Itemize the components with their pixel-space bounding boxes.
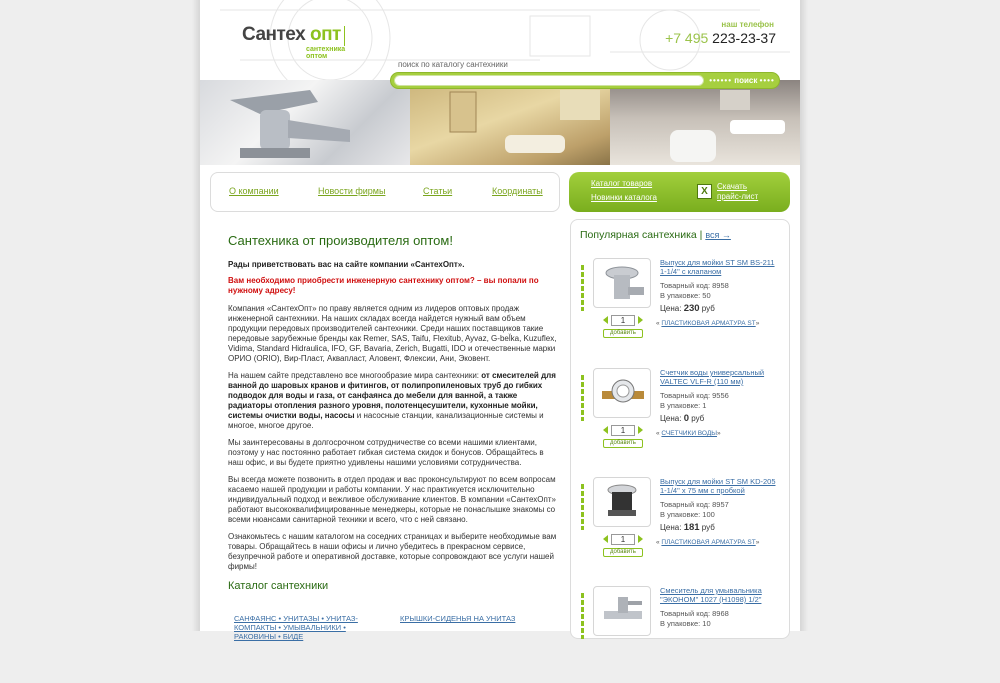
- add-to-cart-button[interactable]: добавить: [603, 548, 643, 557]
- product-name[interactable]: Выпуск для мойки ST SM BS-211 1-1/4" с клапаном: [660, 258, 775, 276]
- logo-text: Сантех опт: [242, 24, 341, 45]
- product-category: « СЧЕТЧИКИ ВОДЫ»: [656, 430, 721, 437]
- product-marker: [581, 375, 584, 421]
- nav-news[interactable]: Новости фирмы: [318, 186, 386, 196]
- add-to-cart-button[interactable]: добавить: [603, 439, 643, 448]
- logo-tagline: сантехника оптом: [306, 46, 346, 60]
- main-nav: [210, 172, 560, 212]
- catalog-links: [228, 614, 560, 654]
- banner: [200, 80, 800, 165]
- product-card: [581, 365, 786, 465]
- catalog-link-covers[interactable]: КРЫШКИ-СИДЕНЬЯ НА УНИТАЗ: [400, 614, 516, 623]
- product-code: Товарный код: 8957: [660, 500, 729, 509]
- product-category-link[interactable]: ПЛАСТИКОВАЯ АРМАТУРА ST: [661, 539, 756, 546]
- search-input[interactable]: [394, 75, 704, 86]
- page-title: Сантехника от производителя оптом!: [228, 233, 453, 248]
- product-pack: В упаковке: 1: [660, 401, 707, 410]
- excel-icon[interactable]: X: [697, 184, 712, 199]
- quantity-stepper: [603, 425, 643, 436]
- alert-text: Вам необходимо приобрести инженерную сантехнику оптом? – вы попали по нужному адресу!: [228, 276, 539, 295]
- popular-sidebar: [570, 219, 790, 639]
- main-content: [228, 233, 560, 654]
- product-code: Товарный код: 8958: [660, 281, 729, 290]
- product-pack: В упаковке: 50: [660, 291, 711, 300]
- product-marker: [581, 265, 584, 311]
- banner-bathroom-image: [410, 80, 610, 165]
- quantity-input[interactable]: 1: [611, 315, 635, 326]
- product-category-link[interactable]: СЧЕТЧИКИ ВОДЫ: [661, 430, 717, 437]
- price-list-link[interactable]: Скачать прайс-лист: [717, 182, 759, 201]
- decrease-arrow-icon[interactable]: [603, 316, 608, 324]
- product-card: [581, 583, 786, 683]
- quantity-stepper: [603, 315, 643, 326]
- product-category-link[interactable]: ПЛАСТИКОВАЯ АРМАТУРА ST: [661, 320, 756, 327]
- product-code: Товарный код: 9556: [660, 391, 729, 400]
- catalog-link[interactable]: Каталог товаров: [591, 179, 653, 188]
- increase-arrow-icon[interactable]: [638, 535, 643, 543]
- quantity-input[interactable]: 1: [611, 534, 635, 545]
- increase-arrow-icon[interactable]: [638, 316, 643, 324]
- product-pack: В упаковке: 10: [660, 619, 711, 628]
- increase-arrow-icon[interactable]: [638, 426, 643, 434]
- product-image[interactable]: [593, 258, 651, 308]
- product-image[interactable]: [593, 477, 651, 527]
- sidebar-all-link[interactable]: вся →: [705, 230, 731, 240]
- product-image[interactable]: [593, 368, 651, 418]
- paragraph-2: На нашем сайте представлено все многообразие мира сантехники: от смесителей для ванной до шаровых кранов и фитингов, от полипропиленовых труб до гибких подводок для воды и газа, от санфаянса до мебели для ванной, а также радиаторы отопления разного уровня, полотенцесушители, кухонные мойки, системы очистки воды, насосы и насосные станции, канализационные системы и многое, многое другое.: [228, 371, 556, 430]
- add-to-cart-button[interactable]: добавить: [603, 329, 643, 338]
- product-marker: [581, 484, 584, 530]
- header: [200, 0, 800, 80]
- catalog-box: [569, 172, 790, 212]
- product-image[interactable]: [593, 586, 651, 636]
- welcome-text: Рады приветствовать вас на сайте компании «СантехОпт».: [228, 260, 465, 269]
- sidebar-title: Популярная сантехника | вся →: [580, 229, 731, 241]
- phone-number: +7 495 223-23-37: [665, 30, 776, 46]
- decrease-arrow-icon[interactable]: [603, 426, 608, 434]
- search-bar: [390, 72, 780, 89]
- paragraph-1: Компания «СантехОпт» по праву является одним из лидеров оптовых продаж инженерной сантехники. На наших складах всегда найдется нужный вам объем продукции передовых производителей сантехники. Среди наших поставщиков такие передовые зарубежные бренды как Remer, SAS, Taifu, Flexitub, Ayvaz, G-bel̆ka, Kuzuflex, Vidima, Standard Hidraulica, IFO, GF, Bavaria, Zerich, Bugatti, IDO и отечественные марки ОРИО (ORIO), Вир-Пласт, Аквапласт, Аловент, Флексии, Ани, Эковент.: [228, 304, 557, 363]
- product-card: [581, 255, 786, 355]
- page-shadow-left: [192, 0, 200, 631]
- nav-articles[interactable]: Статьи: [423, 186, 453, 196]
- paragraph-3: Мы заинтересованы в долгосрочном сотрудничестве со всеми нашими клиентами, поэтому у нас постоянно работает гибкая система скидок и бонусов. Обращайтесь в наш офис, и вы будете приятно удивлены нашими условиями сотрудничества.: [228, 438, 544, 467]
- catalog-title: Каталог сантехники: [228, 580, 329, 592]
- product-card: [581, 474, 786, 574]
- product-name[interactable]: Выпуск для мойки ST SM KD-205 1-1/4" х 75 мм с пробкой: [660, 477, 776, 495]
- product-price: Цена: 0 руб: [660, 413, 705, 424]
- logo-divider: [344, 26, 345, 46]
- product-name[interactable]: Счетчик воды универсальный VALTEC VLF-R (110 мм): [660, 368, 765, 386]
- product-category: « ПЛАСТИКОВАЯ АРМАТУРА ST»: [656, 320, 760, 327]
- new-products-link[interactable]: Новинки каталога: [591, 193, 657, 202]
- banner-faucet-image: [200, 80, 410, 165]
- product-price: Цена: 181 руб: [660, 522, 715, 533]
- catalog-link-sanfayans[interactable]: САНФАЯНС • УНИТАЗЫ • УНИТАЗ-КОМПАКТЫ • УМЫВАЛЬНИКИ • РАКОВИНЫ • БИДЕ: [234, 614, 358, 641]
- quantity-stepper: [603, 534, 643, 545]
- search-label: поиск по каталогу сантехники: [398, 60, 508, 69]
- product-name[interactable]: Смеситель для умывальника "ЭКОНОМ" 1027 (H1098) 1/2": [660, 586, 762, 604]
- page-shadow-right: [800, 0, 808, 631]
- banner-toilet-image: [610, 80, 800, 165]
- site-logo[interactable]: [242, 24, 346, 60]
- product-category: « ПЛАСТИКОВАЯ АРМАТУРА ST»: [656, 539, 760, 546]
- product-code: Товарный код: 8968: [660, 609, 729, 618]
- paragraph-4: Вы всегда можете позвонить в отдел продаж и вас проконсультируют по всем вопросам касаемо нашей продукции и работы компании. У нас практикуется исключительно индивидуальный подход и вежливое обслуживание клиентов. В компании «СантехОпт» работают высококвалифицированные менеджеры, которые не понаслышке знакомы со всеми нюансами санитарной техники и всего, что с ней связано.: [228, 475, 556, 524]
- product-marker: [581, 593, 584, 639]
- product-pack: В упаковке: 100: [660, 510, 715, 519]
- quantity-input[interactable]: 1: [611, 425, 635, 436]
- phone-label: наш телефон: [721, 20, 774, 29]
- product-price: Цена: 230 руб: [660, 303, 715, 314]
- decrease-arrow-icon[interactable]: [603, 535, 608, 543]
- search-button[interactable]: •••••• поиск ••••: [709, 76, 775, 85]
- page: [200, 0, 800, 641]
- nav-about[interactable]: О компании: [229, 186, 279, 196]
- paragraph-5: Ознакомьтесь с нашим каталогом на соседних страницах и выберите необходимые вам товары. Обращайтесь в наши офисы и лично убедитесь в прекрасном сервисе, безупречной работе и оперативной доставке, которые сопровождают все услуги нашей фирмы!: [228, 532, 557, 571]
- nav-contacts[interactable]: Координаты: [492, 186, 543, 196]
